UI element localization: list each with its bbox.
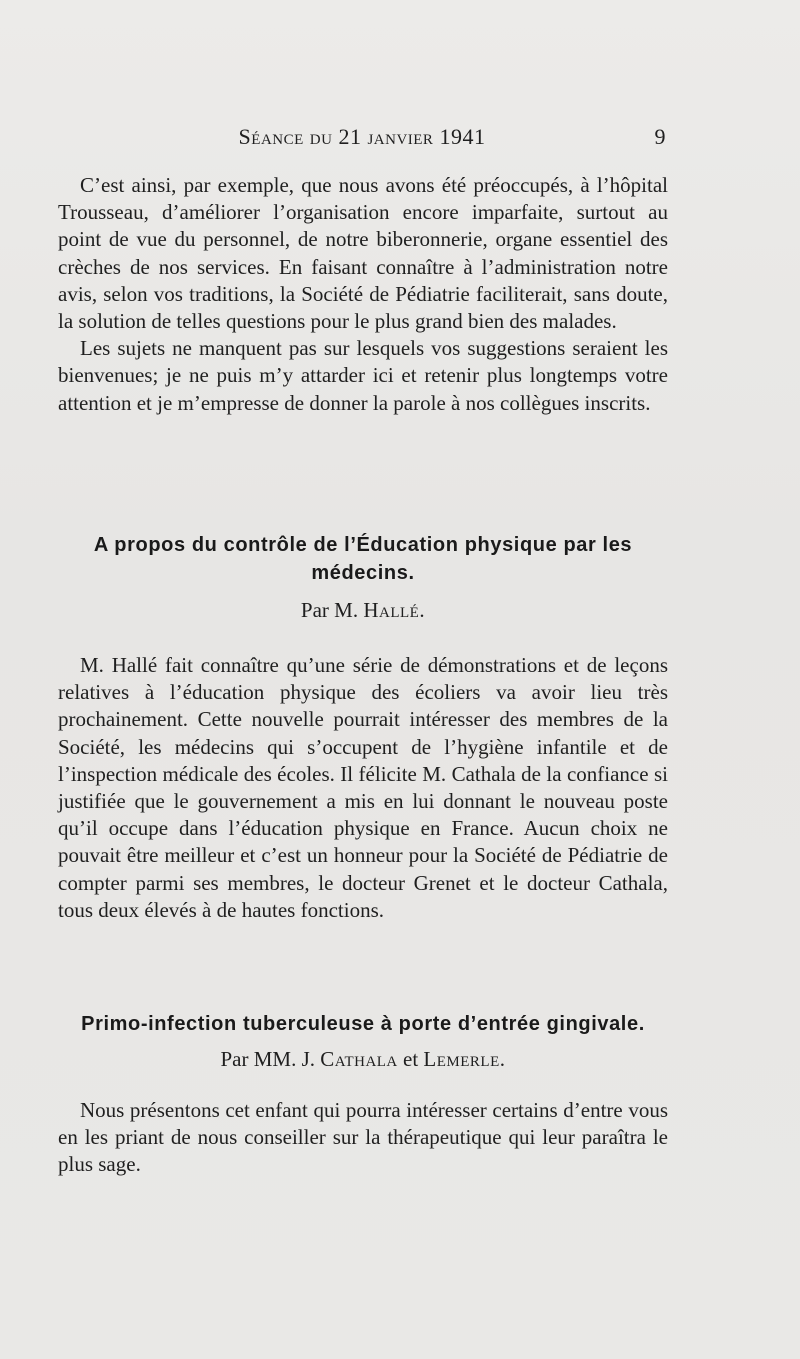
intro-paragraph-1: C’est ainsi, par exemple, que nous avons été préoccupés, à l’hôpital Trousseau, d’améliorer l’organisation encore imparfaite, surtout au point de vue du personnel, de notre biberonnerie, organe essentiel des crèches de nos services. En faisant connaître à l’administration notre avis, selon vos traditions, la Société de Pédiatrie faciliterait, sans doute, la solution de telles questions pour le plus grand bien des malades. <box>58 173 668 334</box>
page-number: 9 <box>654 124 666 149</box>
section-1-heading: A propos du contrôle de l’Éducation physique par les médecins. <box>93 534 633 584</box>
section-2-body <box>58 1097 668 1179</box>
author-name-2: Lemerle. <box>423 1047 506 1071</box>
section-2-byline <box>58 1047 668 1072</box>
section-2-heading: Primo-infection tuberculeuse à porte d’entrée gingivale. <box>81 1013 645 1035</box>
running-head <box>58 124 666 154</box>
section-1-paragraph-1: M. Hallé fait connaître qu’une série de démonstrations et de leçons relatives à l’éducation physique des écoliers va avoir lieu très prochainement. Cette nouvelle pourrait intéresser des membres de la Société, les médecins qui s’occupent de l’hygiène infantile et de l’inspection médicale des écoles. Il félicite M. Cathala de la confiance si justifiée que le gouvernement a mis en lui donnant le nouveau poste qu’il occupe dans l’éducation physique en France. Aucun choix ne pouvait être meilleur et c’est un honneur pour la Société de Pédiatrie de compter parmi ses membres, le docteur Grenet et le docteur Cathala, tous deux élevés à de hautes fonctions. <box>58 653 668 922</box>
intro-paragraph-2: Les sujets ne manquent pas sur lesquels vos suggestions seraient les bienvenues; je ne puis m’y attarder ici et retenir plus longtemps votre attention et je m’empresse de donner la parole à nos collègues inscrits. <box>58 336 668 415</box>
section-1-body <box>58 652 668 924</box>
author-name-1: Cathala <box>320 1047 398 1071</box>
section-1-byline <box>58 598 668 623</box>
byline-prefix: Par M. <box>300 598 359 622</box>
author-name: Hallé. <box>363 598 426 622</box>
running-head-title: Séance du 21 janvier 1941 <box>238 124 486 149</box>
byline-joiner: et <box>403 1047 419 1071</box>
intro-section <box>58 172 668 417</box>
byline-prefix: Par MM. J. <box>220 1047 316 1071</box>
section-2-paragraph-1: Nous présentons cet enfant qui pourra intéresser certains d’entre vous en les priant de nous conseiller sur la thérapeutique qui leur paraîtra le plus sage. <box>58 1098 668 1177</box>
